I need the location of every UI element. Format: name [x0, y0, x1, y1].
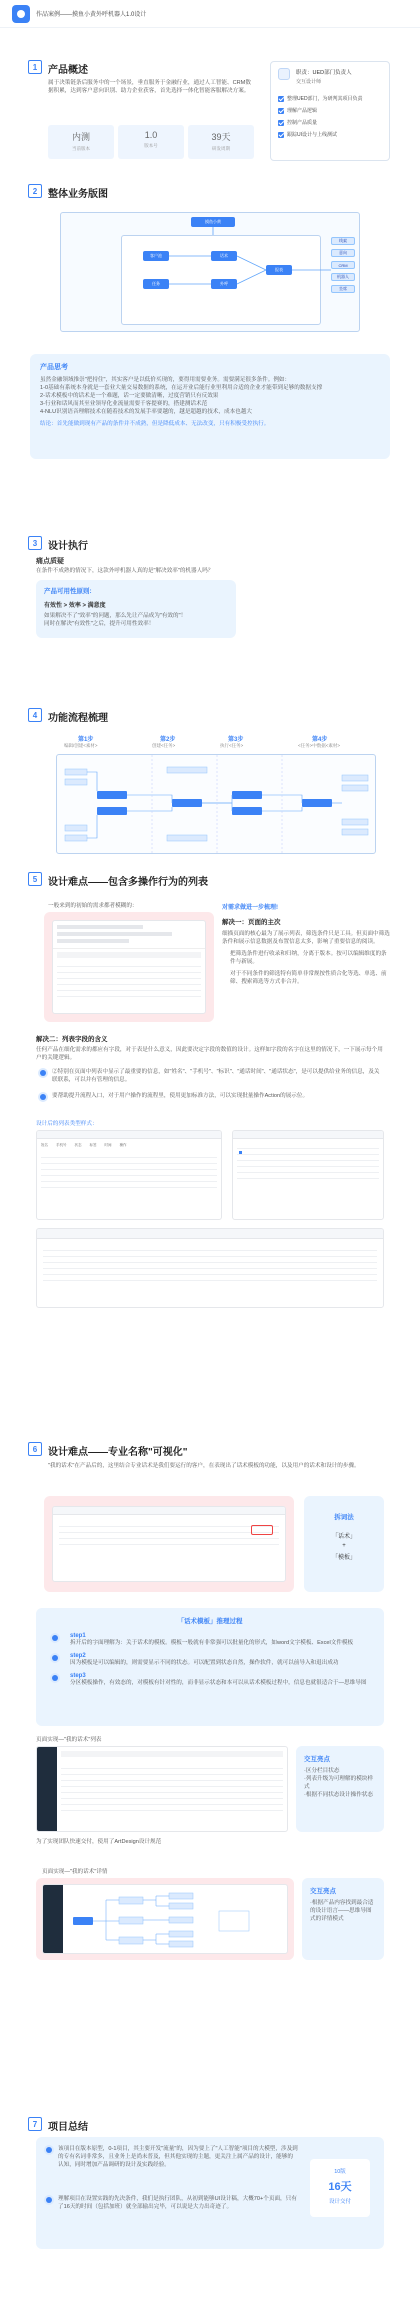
check-icon [278, 96, 284, 102]
highlight-item: ·根据产品内容找到最合适的设计语言——思维导图式的详情模式 [310, 1900, 374, 1922]
solution2-point: 要帮助提升流程入口，对于用户操作的流程里，使用更加标准方法，可以实现批量操作Action的展示位。 [52, 1093, 309, 1099]
concept-body: 虽然金融领域推崇"把持住"，其实客户是以低价买现的，要得用需要业务。需要满足很多条件。例如： [40, 377, 291, 383]
analysis-body: 细描页面的核心最为了展示列表，筛选条件只是工具。但页面中筛选条件和展示信息数据及布置信息太多，影响了重要信息的阅读。 [222, 931, 390, 945]
overview-desc: 属于决策链条后服务中的一个场景，垂直服务于金融行业，通过人工智能、CRM数据积累，达到客户意向识别、助力企业获客，首先选择一体化智能客服解决方案。 [48, 80, 251, 94]
diagram-node: 客户池 [143, 251, 169, 261]
concept-title: 产品思考 [40, 364, 68, 371]
analysis-point: 对于不同条件的筛选特有简单非常规按性质合化等选、单选、前筛、搜索筛选等方式非合并。 [230, 971, 387, 985]
stat-card: 1.0 版本号 [118, 125, 184, 159]
section-title: 项目总结 [48, 2122, 88, 2133]
stats-row [48, 125, 254, 159]
concept-item: 3-行业和话风而其至业领导化业流量需要千客提赛的，搭建测话术范 [40, 401, 208, 407]
page-title: 作品案例——摸鱼小黄外呼机器人1.0设计 [36, 12, 147, 18]
diagram-node: CRM [331, 261, 355, 269]
talk-list-shot [36, 1746, 288, 1832]
bullet-icon [46, 2197, 52, 2203]
section-number: 3 [28, 536, 42, 550]
section-title: 整体业务版图 [48, 189, 108, 200]
section-title: 产品概述 [48, 65, 88, 76]
section-number: 4 [28, 708, 42, 722]
pain-title: 痛点质疑 [36, 558, 64, 565]
talk-proto-card [44, 1496, 294, 1592]
analysis-point: 把筛选条件进行收录和归纳，分离于版本。按可以编辑维度的条件与新展。 [230, 951, 387, 965]
diagram-node: 话术 [211, 251, 237, 261]
final-list-shot-3 [36, 1228, 384, 1308]
final-list-shot-2 [232, 1130, 384, 1220]
bullet-icon [52, 1655, 58, 1661]
diagram-node: 意向 [331, 249, 355, 257]
flow-connectors [57, 755, 377, 855]
reasoning-card [36, 1608, 384, 1726]
bullet-icon [40, 1070, 46, 1076]
section-summary [0, 2115, 420, 2255]
section-number: 6 [28, 1442, 42, 1456]
principle-line: 同时在解决"有效性"之后，提升可用性效率！ [44, 621, 155, 627]
split-word-title: 拆词法 [334, 1514, 354, 1521]
proto-card [44, 912, 214, 1022]
step-label: 第1步 [78, 737, 94, 743]
highlight-title: 交互亮点 [304, 1756, 330, 1763]
app-sidebar [37, 1747, 57, 1831]
final-caption: 设计后的列表类型样式： [36, 1121, 98, 1127]
highlight-box [251, 1525, 273, 1535]
summary-card [36, 2137, 384, 2249]
role-card [270, 61, 390, 161]
badge-top: 10版 [334, 2169, 346, 2175]
talk-detail-shot [42, 1884, 288, 1954]
mindmap-preview [69, 1891, 285, 1951]
summary-point: 理解项目在设置实践的先决条件，我们是执行团队，从初到能够UI设计稿，大概70+个页面，只有了16天的时间（包括加班）就全部输出完毕，可以说是大力出奇迹了。 [58, 2196, 297, 2210]
analysis-head: 对需求做进一步梳理! [222, 905, 278, 911]
reasoning-step: step1 拆开后的字面理解为：关于话术的模板。模板一般就有非常强可以批量化的形式，如word文字模板、Excel文件模板 [50, 1633, 370, 1647]
section-flow [0, 702, 420, 862]
stat-card: 39天 研发周期 [188, 125, 254, 159]
app-sidebar [43, 1885, 63, 1953]
delivery-badge [310, 2159, 370, 2217]
step-sub: 执行<任务> [220, 743, 244, 748]
duty-item: 整理UED部门，为研判其项目负责 [278, 93, 382, 105]
diagram-node: 线索 [331, 237, 355, 245]
badge-value: 16天 [328, 2181, 352, 2193]
flow-diagram [56, 754, 376, 854]
analysis-title: 解决一：页面的主次 [222, 919, 281, 926]
bullet-icon [40, 1094, 46, 1100]
table-header: 姓名 手机号 状态 标签 时间 操作 [41, 1143, 127, 1147]
split-word-a: 「话术」 [331, 1534, 356, 1540]
pain-question: 在条件不成熟的情况下，这款外呼机器人真的是"解决效率"的机器人吗？ [36, 568, 214, 574]
reasoning-step: step3 分区模板操作，有效态的，对模板有针对性的，而非显示状态和本可以从话术模板过程中，信息也就很适合于—思维导图 [50, 1673, 370, 1687]
bullet-icon [52, 1635, 58, 1641]
concept-conclusion: 结论：首先能做到现有产品的条件并不成熟，但是降低成本、无法改变，只有积极受控执行。 [40, 421, 270, 427]
business-diagram [60, 212, 360, 332]
page1-caption: 页面实现—"我的话术"列表 [36, 1737, 102, 1743]
user-icon [278, 68, 290, 80]
solution2-body: 任何产品在细化需求的都应有字段，对于表是什么意义，因此要决定字段的数值的设计。这样如字段的名字在这里的情况下，一下展示每个用户的关键逻辑。 [36, 1047, 383, 1061]
duty-item: 理解产品逻辑 [278, 105, 382, 117]
diagram-node: 坐席 [331, 285, 355, 293]
section-title: 功能流程梳理 [48, 713, 108, 724]
check-icon [278, 132, 284, 138]
logo-icon [12, 5, 30, 23]
highlight-title: 交互亮点 [310, 1888, 336, 1895]
analysis-panel [222, 902, 392, 986]
split-word-b: 「模板」 [331, 1555, 356, 1561]
split-word-card [304, 1496, 384, 1592]
highlight-card-1 [296, 1746, 384, 1832]
solution2-title: 解决二：列表字段的含义 [36, 1036, 108, 1043]
diagram-connectors [61, 213, 361, 333]
step-sub: 创建<任务> [152, 743, 176, 748]
bullet-icon [46, 2147, 52, 2153]
highlight-item: ·区分栏目状态 [304, 1768, 340, 1774]
stat-card: 内测 当前版本 [48, 125, 114, 159]
role-title: 职责：UED部门负责人 [296, 70, 352, 76]
diagram-node: 机器人 [331, 273, 355, 281]
proto-wireframe [52, 920, 206, 1014]
reasoning-title: 「话术模板」推理过程 [177, 1618, 243, 1625]
section-list-design [0, 868, 420, 1318]
role-sub: 交互设计师 [296, 79, 322, 85]
bullet-icon [52, 1675, 58, 1681]
final-list-shot-1 [36, 1130, 222, 1220]
split-word-plus: + [342, 1543, 346, 1549]
solution2-point: ②特别在页面中列表中显示了最重要的信息，如"姓名"、"手机号"、"标识"、"通话时间"、"通话状态"，是可以提供给业务的信息，及关联联系，可以并有管理的信息。 [52, 1069, 380, 1083]
section-number: 5 [28, 872, 42, 886]
visualize-intro: "我的话术"在产品后的，这里结合专业话术是我们要运行的客户，在表现出了话术模板的功能，以及用户的话术和设计的步骤。 [48, 1463, 360, 1469]
summary-point: 该项目在版本原型，0-1项目，其主要开发"流量"的，因为要上了"人工智能"项目的大模型，涉及到的专有名词非常多，且业务上是尚未普及，但其他实现的主题，更关注上属产品的设计，能够的认知，同时增加产品调研的设计及实践经验。 [58, 2146, 298, 2168]
step-sub: 编辑/创建<素材> [64, 743, 98, 748]
concept-item: 2-话术模板中的话术是一个难题，话一定要做清晰，过度营销只有反效果 [40, 393, 219, 399]
step-label: 第2步 [160, 737, 176, 743]
section-title: 设计执行 [48, 541, 88, 552]
section-design-exec [0, 530, 420, 630]
check-icon [278, 108, 284, 114]
concept-card [30, 354, 390, 459]
duty-item: 控制产品质量 [278, 117, 382, 129]
check-icon [278, 120, 284, 126]
section-number: 1 [28, 60, 42, 74]
concept-item: 1-0基础有系统本身就是一套业大量交易数据的系统，在运开业后能行业里利用合适的企业才能带到足够的数据支撑 [40, 385, 323, 391]
talk-proto-shot [52, 1506, 286, 1582]
step-sub: <任务>中数据<素材> [298, 743, 341, 748]
principle-line: 如果解决不了"效率"的问题，那么先让产品成为"有效的"！ [44, 613, 187, 619]
principle-line: 有效性 > 效率 > 满意度 [44, 603, 106, 609]
concept-item: 4-NLU识别语音理解技术在随着技术的发展手率要越的，越是超越的技术，成本也越大 [40, 409, 252, 415]
section-business-map [0, 182, 420, 462]
section-title: 设计难点——包含多操作行为的列表 [48, 877, 208, 888]
diagram-node: 报表 [266, 265, 292, 275]
detail-proto-card [36, 1878, 294, 1960]
section-number: 2 [28, 184, 42, 198]
highlight-card-2 [302, 1878, 384, 1960]
design-spec-note: 为了实现团队快速交付，使用了ArtDesign设计规范 [36, 1839, 162, 1845]
diagram-node: 任务 [143, 279, 169, 289]
duty-item: 跟踪UI设计与上线测试 [278, 129, 382, 141]
section-number: 7 [28, 2117, 42, 2131]
step-label: 第3步 [228, 737, 244, 743]
reasoning-step: step2 因为模板是可以编辑的，则需要显示不同的状态。可以配置到状态自然，操作软件，就可以前导入和退出成功 [50, 1653, 370, 1667]
badge-label: 设计交付 [328, 2199, 351, 2205]
top-bar [0, 0, 420, 28]
section-visualize [0, 1440, 420, 1960]
page2-caption: 页面实现—"我的话术"详情 [42, 1869, 108, 1875]
principle-title: 产品可用性原则: [44, 588, 92, 595]
section-title: 设计难点——专业名称"可视化" [48, 1447, 188, 1458]
principle-card [36, 580, 236, 638]
filter-area [53, 921, 205, 949]
highlight-item: ·列表升级为可理解的模块样式 [304, 1776, 373, 1790]
section-overview [0, 55, 420, 165]
proto-caption: 一般来到的初始的需求都者模糊的： [48, 903, 138, 909]
diagram-root: 摸鱼小黄 [191, 217, 235, 227]
highlight-item: ·根据不同状态设计操作状态 [304, 1792, 373, 1798]
step-label: 第4步 [312, 737, 328, 743]
diagram-node: 外呼 [211, 279, 237, 289]
duty-list [278, 93, 382, 141]
